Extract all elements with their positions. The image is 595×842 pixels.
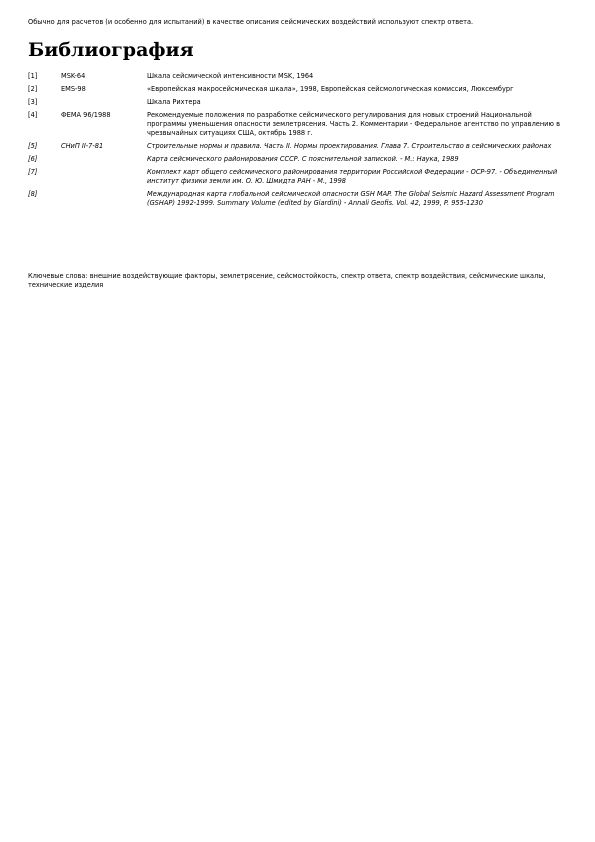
entry-text: Комплект карт общего сейсмического районирования территории Российской Федерации - ОСР-97. - Объединенный институт физики земли им. О. Ю. Шмидта РАН - М., 1998 xyxy=(147,168,558,185)
entry-code: ФЕМА 96/1988 xyxy=(61,111,111,119)
bibliography-list xyxy=(28,72,568,212)
entry-number: [7] xyxy=(28,168,38,176)
bibliography-entry xyxy=(28,168,568,186)
bibliography-entry xyxy=(28,155,568,164)
entry-number: [8] xyxy=(28,190,38,198)
entry-code: СНиП II-7-81 xyxy=(61,142,104,150)
entry-text: Международная карта глобальной сейсмической опасности GSH MAP. The Global Seismic Hazard Assessment Program (GSHAP) 1992-1999. Summary Volume (edited by Giardini) - Annali Geofis. Vol. 42, 1999, P. 955-1230 xyxy=(147,190,555,207)
intro-paragraph: Обычно для расчетов (и особенно для испытаний) в качестве описания сейсмических воздействий используют спектр ответа. xyxy=(28,18,474,26)
entry-text: Шкала сейсмической интенсивности MSK, 1964 xyxy=(147,72,314,80)
page-title: Библиография xyxy=(28,39,194,61)
entry-text: Рекомендуемые положения по разработке сейсмического регулирования для новых строений Национальной программы уменьшения опасности землетрясения. Часть 2. Комментарии - Федеральное агентство по управлению в чрезвычайных ситуациях США, октябрь 1988 г. xyxy=(147,111,560,137)
entry-number: [4] xyxy=(28,111,38,119)
entry-text: Карта сейсмического районирования СССР. С пояснительной запиской. - М.: Наука, 1989 xyxy=(147,155,459,163)
keywords-paragraph: Ключевые слова: внешние воздействующие факторы, землетрясение, сейсмостойкость, спектр ответа, спектр воздействия, сейсмические шкалы, технические изделия xyxy=(28,272,546,289)
entry-number: [3] xyxy=(28,98,38,106)
entry-number: [5] xyxy=(28,142,38,150)
bibliography-entry xyxy=(28,190,568,208)
entry-code: EMS-98 xyxy=(61,85,86,93)
bibliography-entry xyxy=(28,98,568,107)
bibliography-entry xyxy=(28,111,568,138)
bibliography-entry xyxy=(28,85,568,94)
entry-number: [1] xyxy=(28,72,38,80)
bibliography-entry xyxy=(28,72,568,81)
entry-text: Шкала Рихтера xyxy=(147,98,201,106)
entry-text: Строительные нормы и правила. Часть II. Нормы проектирования. Глава 7. Строительство в сейсмических районах xyxy=(147,142,552,150)
entry-number: [2] xyxy=(28,85,38,93)
entry-code: MSK-64 xyxy=(61,72,86,80)
bibliography-entry xyxy=(28,142,568,151)
entry-text: «Европейская макросейсмическая шкала», 1998, Европейская сейсмологическая комиссия, Люксембург xyxy=(147,85,514,93)
entry-number: [6] xyxy=(28,155,38,163)
